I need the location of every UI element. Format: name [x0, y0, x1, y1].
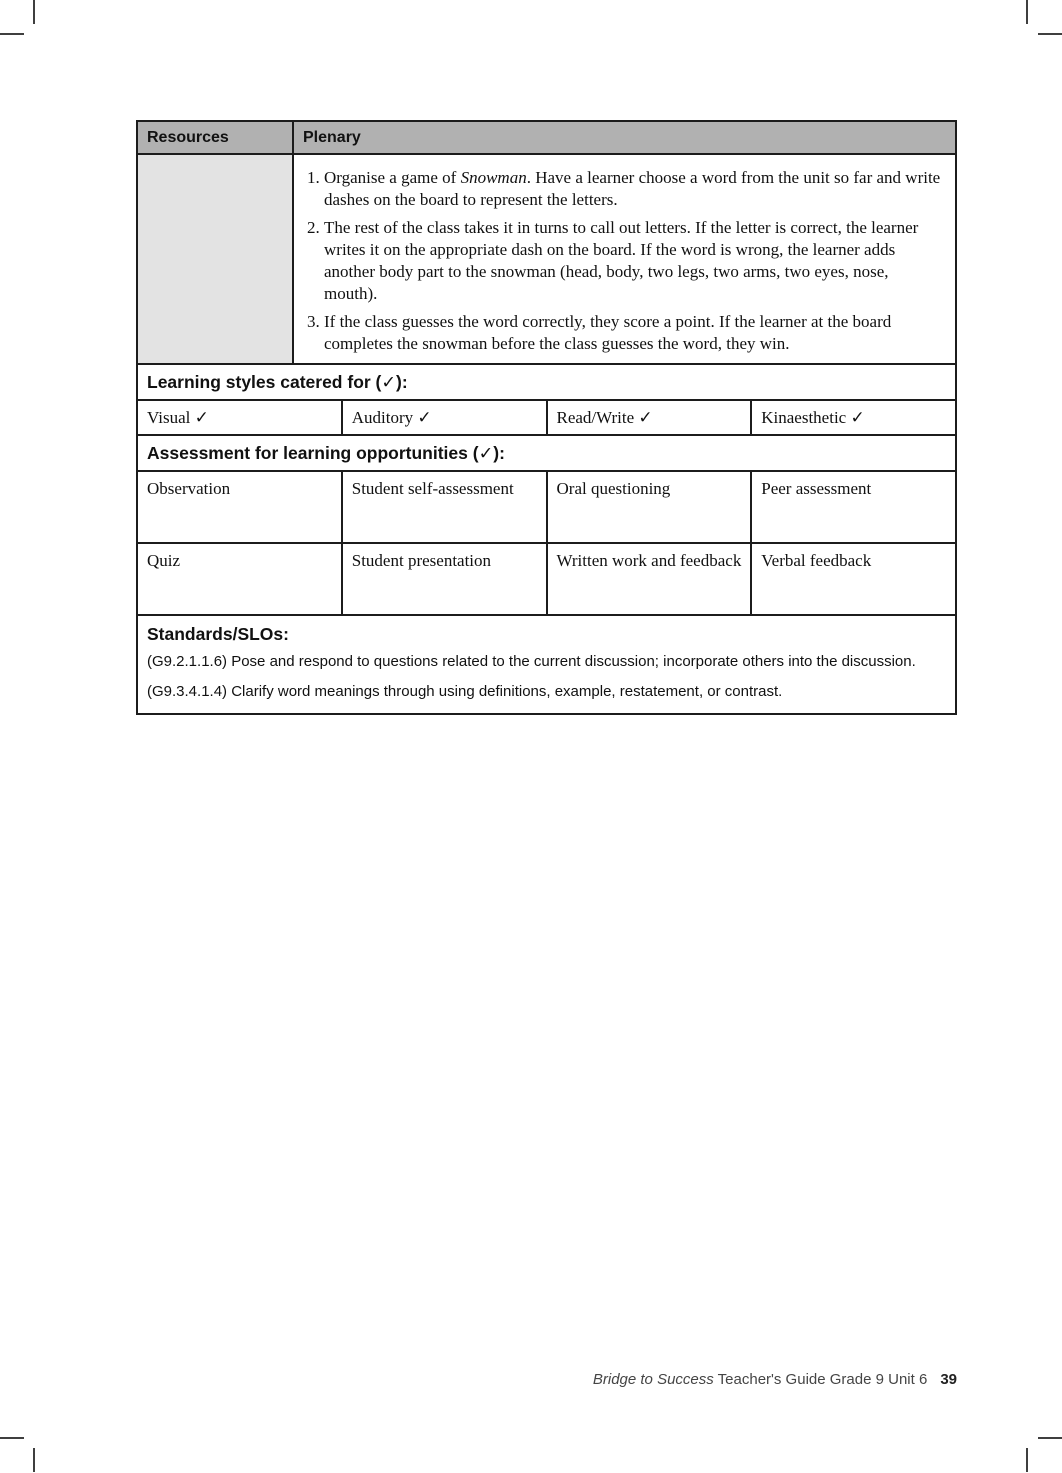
plenary-column-header: Plenary — [294, 122, 955, 153]
learning-styles-row — [138, 401, 955, 436]
assessment-heading: Assessment for learning opportunities (✓): — [138, 436, 955, 472]
crop-mark-bottom-left-horizontal — [0, 1437, 24, 1439]
plenary-step-1-game-title: Snowman — [460, 168, 527, 187]
crop-mark-top-left-vertical — [33, 0, 35, 24]
assessment-peer-assessment: Peer assessment — [761, 479, 872, 498]
learning-styles-heading: Learning styles catered for (✓): — [138, 365, 955, 401]
assessment-written-work: Written work and feedback — [548, 544, 753, 614]
plenary-step-2: 2. The rest of the class takes it in turns to call out letters. If the letter is correct, the learner writes it on the appropriate dash on the board. If the word is wrong, the learner adds another body part to the snowman (head, body, two legs, two arms, two eyes, nose, mouth). — [324, 217, 945, 305]
assessment-student-presentation: Student presentation — [343, 544, 548, 614]
crop-mark-bottom-left-vertical — [33, 1448, 35, 1472]
assessment-oral-questioning: Oral questioning — [548, 472, 753, 542]
crop-mark-top-right-horizontal — [1038, 33, 1062, 35]
learning-style-auditory: Auditory ✓ — [343, 401, 548, 434]
plenary-step-1-text: Organise a game of — [324, 168, 461, 187]
plenary-step-1-text-cont: . Have a learner choose a word from the unit so far and write dashes on the board to represent the letters. — [324, 168, 941, 209]
footer-guide-text: Teacher's Guide Grade 9 Unit 6 — [713, 1371, 928, 1388]
standard-item-2: (G9.3.4.1.4) Clarify word meanings through using definitions, example, restatement, or contrast. — [147, 683, 783, 700]
plenary-step-3: 3. If the class guesses the word correctly, they score a point. If the learner at the board completes the snowman before the class guesses the word, they win. — [324, 311, 945, 355]
learning-style-visual: Visual ✓ — [138, 401, 343, 434]
crop-mark-top-left-horizontal — [0, 33, 24, 35]
resources-cell-empty — [138, 155, 294, 363]
standard-item-1: (G9.2.1.1.6) Pose and respond to questions related to the current discussion; incorporate others into the discussion. — [147, 653, 916, 670]
assessment-observation: Observation — [138, 472, 343, 542]
standards-section — [138, 616, 955, 713]
resources-column-header: Resources — [138, 122, 294, 153]
plenary-steps-list — [300, 167, 945, 355]
crop-mark-top-right-vertical — [1026, 0, 1028, 24]
assessment-row-2 — [138, 544, 955, 616]
plenary-content-row — [138, 155, 955, 365]
assessment-self-assessment: Student self-assessment — [343, 472, 548, 542]
plenary-step-1 — [324, 167, 945, 211]
crop-mark-bottom-right-horizontal — [1038, 1437, 1062, 1439]
footer-page-number: 39 — [940, 1371, 957, 1388]
assessment-verbal-feedback: Verbal feedback — [761, 551, 872, 570]
crop-mark-bottom-right-vertical — [1026, 1448, 1028, 1472]
standards-heading: Standards/SLOs: — [147, 624, 289, 644]
plenary-cell — [294, 155, 955, 363]
page-footer — [593, 1371, 957, 1388]
assessment-row-1 — [138, 472, 955, 544]
assessment-quiz: Quiz — [138, 544, 343, 614]
footer-series-title: Bridge to Success — [592, 1371, 714, 1388]
learning-style-kinaesthetic: Kinaesthetic ✓ — [761, 408, 865, 427]
table-header-row — [138, 122, 955, 155]
lesson-plan-table — [136, 120, 957, 715]
learning-style-read-write: Read/Write ✓ — [548, 401, 753, 434]
